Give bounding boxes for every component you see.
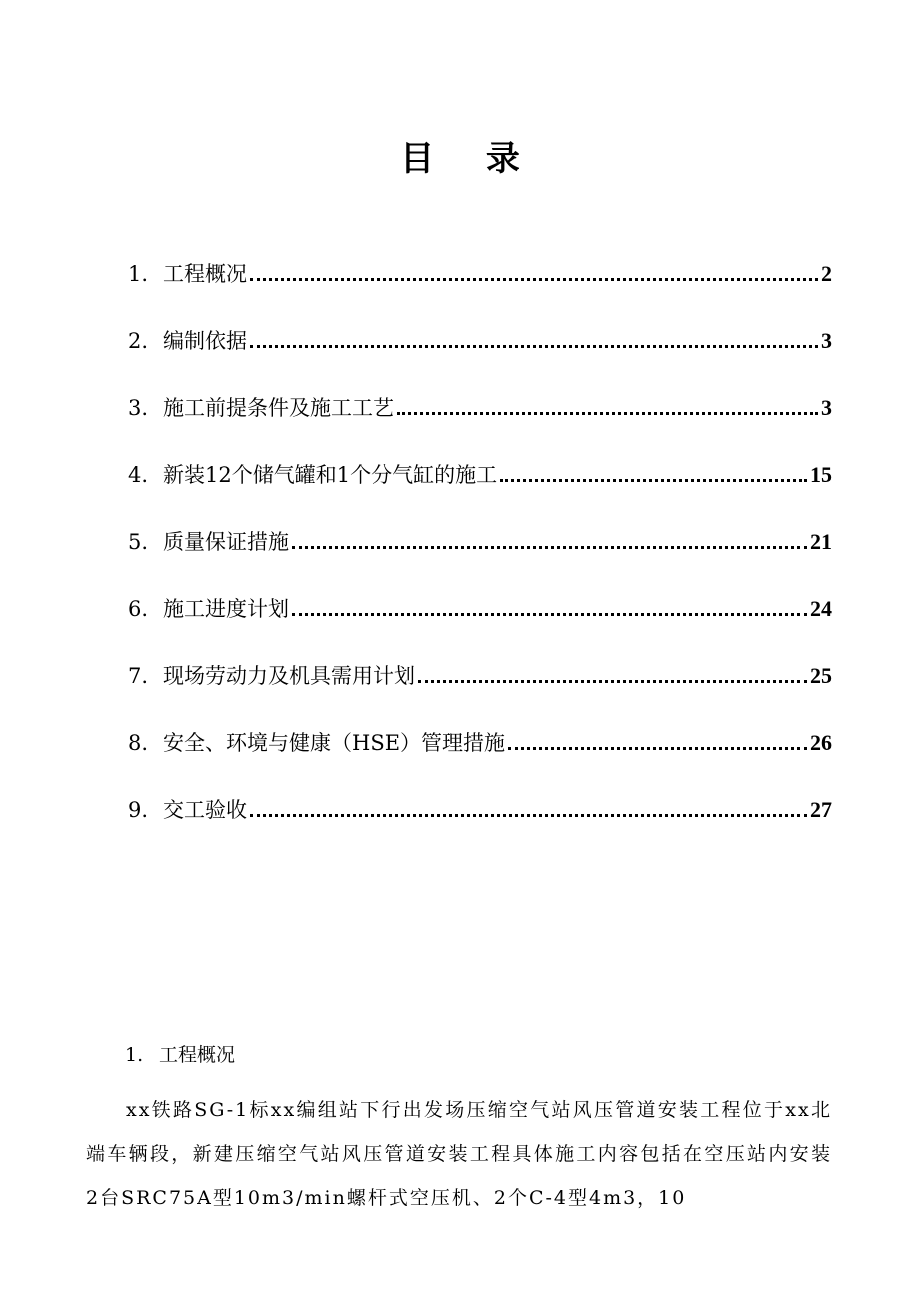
toc-entry-label: 施工进度计划 — [163, 597, 289, 621]
toc-entry-label: 工程概况 — [163, 262, 247, 286]
toc-entry[interactable] — [128, 352, 832, 419]
toc-dot-leader — [508, 746, 807, 750]
toc-entry-label: 施工前提条件及施工工艺 — [163, 396, 394, 420]
section-number: 1. — [125, 1044, 144, 1066]
toc-entry-label: 新装12个储气罐和1个分气缸的施工 — [163, 463, 498, 487]
toc-dot-leader — [397, 411, 818, 415]
toc-entry-page: 3 — [821, 328, 832, 353]
toc-entry-number: 8. — [128, 731, 149, 755]
toc-title: 目 录 — [400, 138, 540, 179]
section-heading — [125, 1040, 235, 1067]
toc-entry-number: 9. — [128, 798, 149, 822]
table-of-contents — [128, 218, 832, 821]
toc-dot-leader — [292, 612, 807, 616]
toc-entry[interactable] — [128, 419, 832, 486]
body-paragraph: xx铁路SG-1标xx编组站下行出发场压缩空气站风压管道安装工程位于xx北端车辆段，新建压缩空气站风压管道安装工程具体施工内容包括在空压站内安装2台SRC75A型10m3/min螺杆式空压机、2个C-4型4m3，10 — [86, 1099, 832, 1209]
toc-dot-leader — [250, 813, 807, 817]
toc-entry[interactable] — [128, 620, 832, 687]
toc-entry-number: 5. — [128, 530, 149, 554]
toc-dot-leader — [250, 277, 818, 281]
toc-entry-number: 3. — [128, 396, 149, 420]
toc-entry-number: 1. — [128, 262, 149, 286]
toc-entry-page: 21 — [810, 529, 832, 554]
toc-entry[interactable] — [128, 285, 832, 352]
section-title: 工程概况 — [159, 1044, 236, 1066]
toc-entry-number: 7. — [128, 664, 149, 688]
toc-entry-page: 15 — [810, 462, 832, 487]
toc-entry[interactable] — [128, 754, 832, 821]
toc-entry[interactable] — [128, 486, 832, 553]
toc-entry-page: 25 — [810, 663, 832, 688]
toc-entry-label: 现场劳动力及机具需用计划 — [163, 664, 415, 688]
toc-dot-leader — [500, 478, 807, 482]
toc-entry-label: 安全、环境与健康（HSE）管理措施 — [163, 731, 506, 755]
toc-dot-leader — [292, 545, 807, 549]
toc-entry-page: 26 — [810, 730, 832, 755]
toc-entry-label: 交工验收 — [163, 798, 247, 822]
toc-entry-number: 6. — [128, 597, 149, 621]
toc-entry-page: 27 — [810, 797, 832, 822]
toc-entry[interactable] — [128, 218, 832, 285]
toc-entry-label: 质量保证措施 — [163, 530, 289, 554]
toc-entry-page: 3 — [821, 395, 832, 420]
toc-entry[interactable] — [128, 687, 832, 754]
toc-dot-leader — [250, 344, 818, 348]
toc-entry[interactable] — [128, 553, 832, 620]
toc-entry-number: 4. — [128, 463, 149, 487]
toc-dot-leader — [418, 679, 807, 683]
toc-entry-label: 编制依据 — [163, 329, 247, 353]
toc-entry-page: 24 — [810, 596, 832, 621]
toc-entry-page: 2 — [821, 261, 832, 286]
toc-entry-number: 2. — [128, 329, 149, 353]
